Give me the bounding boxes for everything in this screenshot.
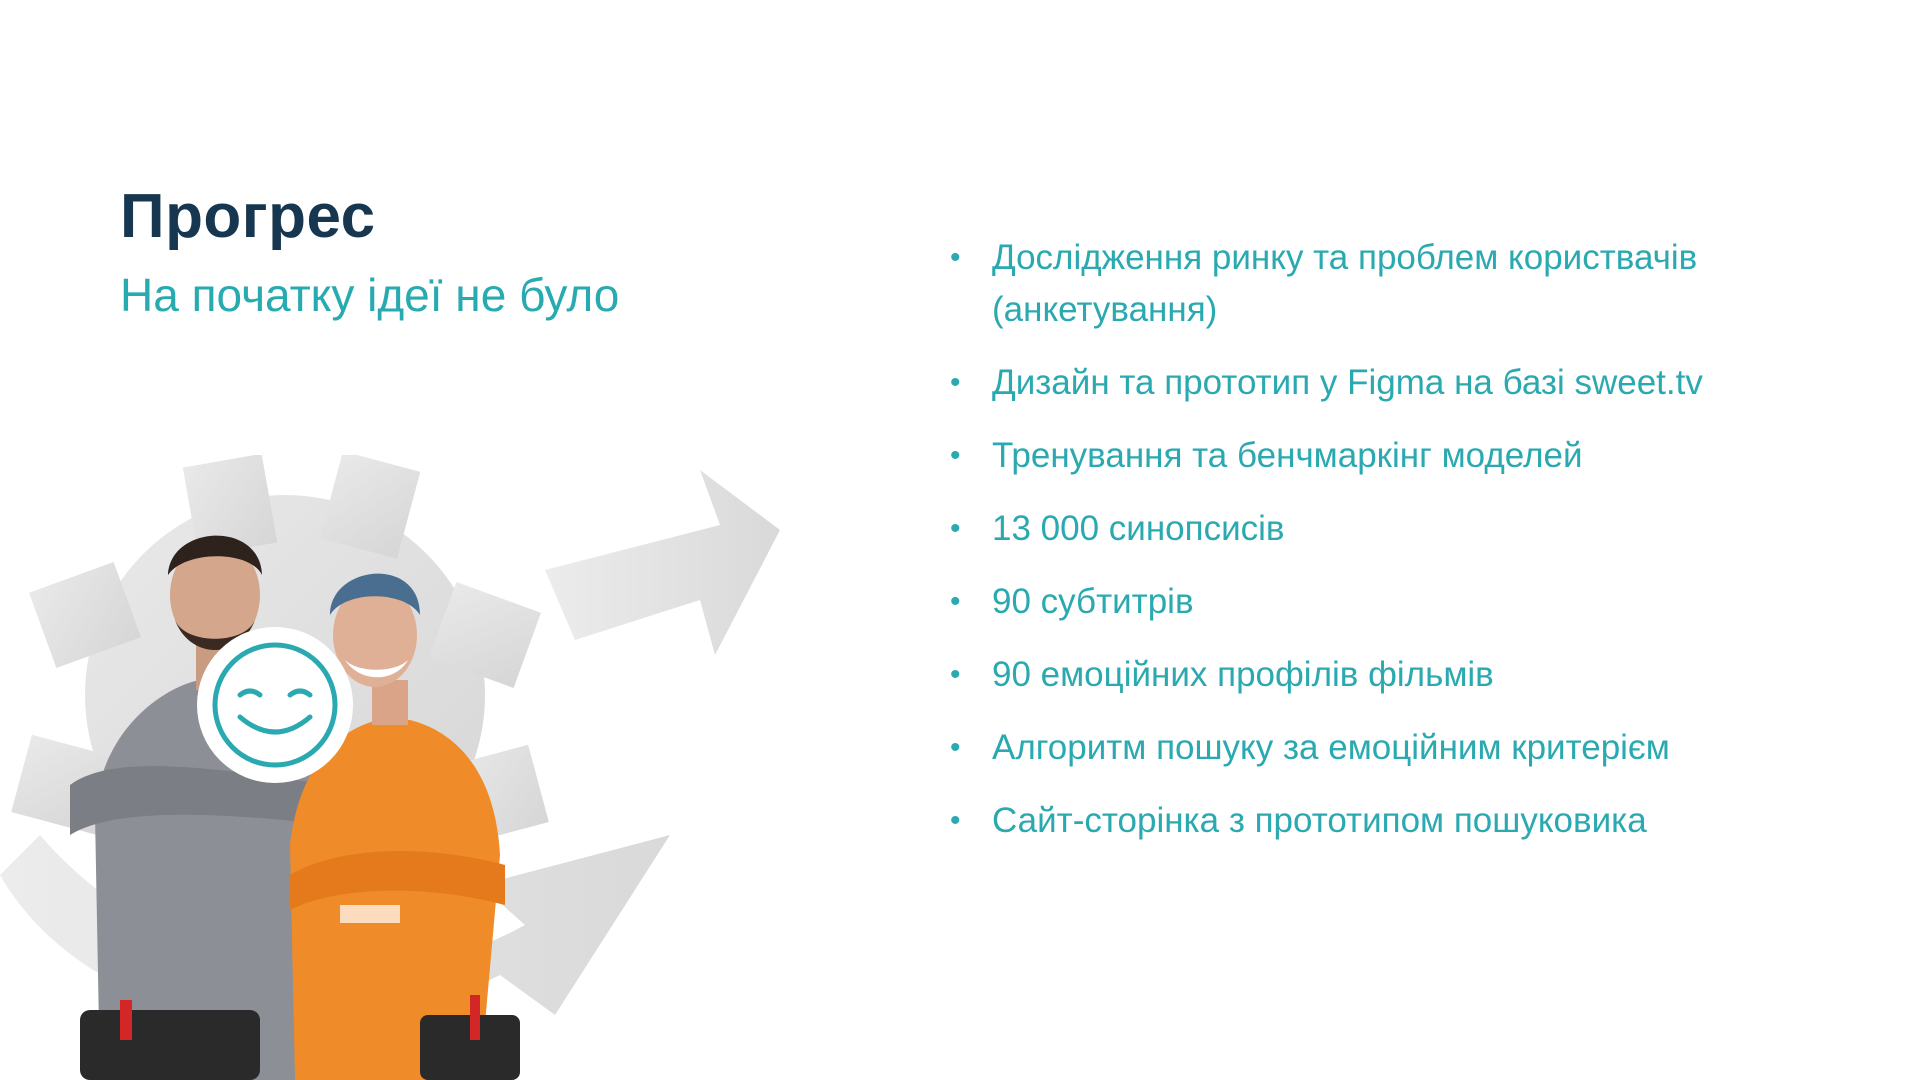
list-item-text: 13 000 синопсисів xyxy=(992,509,1285,548)
smile-icon xyxy=(197,627,353,783)
list-item-text: 90 емоційних профілів фільмів xyxy=(992,655,1494,694)
list-item xyxy=(950,649,1770,701)
slide-subtitle: На початку ідеї не було xyxy=(120,269,620,321)
slide-title: Прогрес xyxy=(120,182,376,251)
bullet-icon: • xyxy=(950,731,961,764)
bullet-icon: • xyxy=(950,241,961,274)
list-item xyxy=(950,357,1770,409)
bullet-icon: • xyxy=(950,804,961,837)
list-item-text: Дослідження ринку та проблем користвачів (анкетування) xyxy=(992,238,1698,329)
list-item-text: Тренування та бенчмаркінг моделей xyxy=(992,436,1583,475)
bullet-icon: • xyxy=(950,658,961,691)
workers-illustration xyxy=(0,455,790,1080)
list-item xyxy=(950,795,1770,847)
bullet-icon: • xyxy=(950,439,961,472)
list-item-text: Дизайн та прототип у Figma на базі sweet.tv xyxy=(992,363,1703,402)
bullet-icon: • xyxy=(950,512,961,545)
list-item xyxy=(950,430,1770,482)
list-item-text: Сайт-сторінка з прототипом пошуковика xyxy=(992,801,1647,840)
list-item xyxy=(950,232,1770,336)
list-item xyxy=(950,503,1770,555)
progress-list xyxy=(950,232,1770,868)
list-item-text: 90 субтитрів xyxy=(992,582,1194,621)
list-item xyxy=(950,576,1770,628)
arrow-icon xyxy=(545,470,780,655)
list-item xyxy=(950,722,1770,774)
bullet-icon: • xyxy=(950,585,961,618)
list-item-text: Алгоритм пошуку за емоційним критерієм xyxy=(992,728,1670,767)
bullet-icon: • xyxy=(950,366,961,399)
